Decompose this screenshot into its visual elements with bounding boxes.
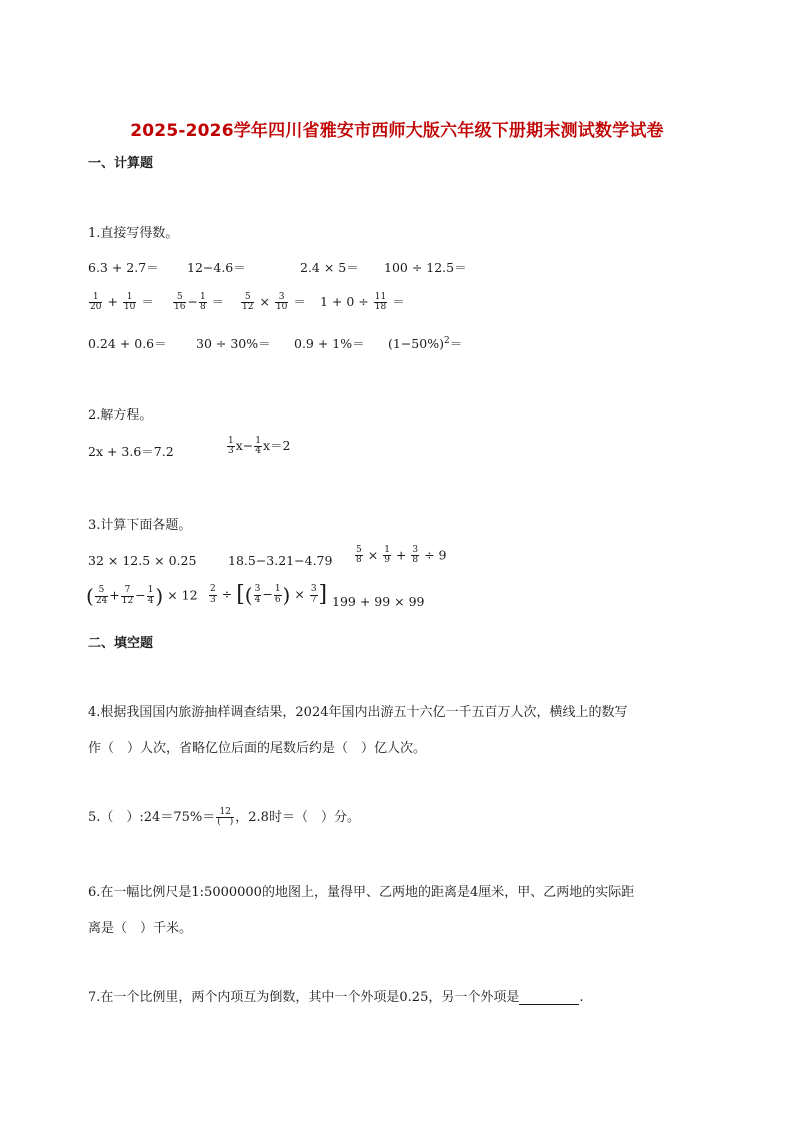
- q3-label: 3.计算下面各题。: [88, 518, 192, 533]
- q1-fraction-item: $\frac{5}{16}$ − $\frac{1}{8}$ ＝: [174, 291, 225, 312]
- section-calculation-heading: 一、计算题: [88, 156, 154, 171]
- fraction: $\frac{1}{8}$: [199, 291, 206, 312]
- exam-title: 2025-2026学年四川省雅安市西师大版六年级下册期末测试数学试卷: [130, 121, 664, 141]
- q1-item: 0.9 + 1%＝: [294, 336, 365, 351]
- q1-fraction-item: $\frac{1}{20}$ + $\frac{1}{10}$ ＝: [90, 291, 154, 312]
- q1-item: 6.3 + 2.7＝: [88, 260, 159, 275]
- fraction: $\frac{5}{16}$: [174, 291, 186, 312]
- q3-expression: $\frac{5}{8}$ × $\frac{1}{9}$ + $\frac{3}{8}$ ÷ 9: [356, 545, 447, 566]
- fraction: $\frac{1}{3}$: [228, 435, 234, 456]
- fraction: $\frac{1}{6}$: [274, 584, 281, 605]
- q6-text-line: 离是（ ）千米。: [88, 921, 193, 936]
- q6-text-line: 6.在一幅比例尺是1:5000000的地图上，量得甲、乙两地的距离是4厘米，甲、乙两地的实际距: [88, 885, 635, 900]
- fraction: $\frac{1}{4}$: [147, 585, 154, 606]
- fraction: $\frac{2}{3}$: [210, 584, 216, 605]
- q1-fraction-item: $\frac{5}{12}$ × $\frac{3}{10}$ ＝: [242, 291, 306, 312]
- q3-expression: $\frac{2}{3}$ ÷ [( $\frac{3}{4}$ − $\frac{1}{6}$ ) × $\frac{3}{7}$ ]: [210, 582, 328, 607]
- q3-expression: 18.5−3.21−4.79: [228, 553, 333, 568]
- q2-equation: 2x + 3.6＝7.2: [88, 444, 174, 459]
- fraction: $\frac{1}{9}$: [384, 545, 390, 566]
- fraction: $\frac{11}{18}$: [374, 291, 387, 312]
- q3-expression: ( $\frac{5}{24}$ + $\frac{7}{12}$ − $\frac{1}{4}$ ) × 12: [86, 584, 198, 608]
- fraction: $\frac{5}{8}$: [356, 545, 362, 566]
- q1-item: 2.4 × 5＝: [300, 260, 359, 275]
- fraction: $\frac{12}{( )}$: [217, 806, 234, 827]
- q1-fraction-item: 1 + 0 ÷ $\frac{11}{18}$ ＝: [320, 291, 405, 312]
- q7-text: 7.在一个比例里，两个内项互为倒数，其中一个外项是0.25，另一个外项是 .: [88, 990, 584, 1005]
- q1-item: 30 ÷ 30%＝: [196, 336, 271, 351]
- fraction: $\frac{3}{4}$: [254, 584, 261, 605]
- q2-label: 2.解方程。: [88, 408, 153, 423]
- q2-equation: $\frac{1}{3}$ x− $\frac{1}{4}$ x＝2: [228, 435, 291, 456]
- fraction: $\frac{3}{7}$: [310, 584, 317, 605]
- fraction: $\frac{3}{8}$: [412, 545, 419, 566]
- q3-expression: 199 + 99 × 99: [332, 594, 425, 609]
- q1-item: 12−4.6＝: [187, 260, 246, 275]
- fraction: $\frac{1}{10}$: [123, 291, 136, 312]
- answer-blank[interactable]: [519, 991, 579, 1005]
- section-fill-in-heading: 二、填空题: [88, 636, 154, 651]
- q5-text: 5.（ ）:24＝75%＝ $\frac{12}{( )}$ ，2.8时＝（ ）分。: [88, 806, 360, 827]
- fraction: $\frac{1}{20}$: [90, 291, 102, 312]
- q3-expression: 32 × 12.5 × 0.25: [88, 553, 197, 568]
- fraction: $\frac{5}{24}$: [95, 585, 108, 606]
- fraction: $\frac{3}{10}$: [275, 291, 288, 312]
- fraction: $\frac{7}{12}$: [121, 585, 134, 606]
- fraction: $\frac{5}{12}$: [242, 291, 254, 312]
- q1-label: 1.直接写得数。: [88, 226, 179, 241]
- fraction: $\frac{1}{4}$: [255, 435, 261, 456]
- q4-text-line: 作（ ）人次，省略亿位后面的尾数后约是（ ）亿人次。: [88, 741, 427, 756]
- q1-item: 0.24 + 0.6＝: [88, 336, 167, 351]
- q1-item: $(1-50\%)^2=$: [388, 335, 463, 351]
- q1-item: 100 ÷ 12.5＝: [384, 260, 467, 275]
- q4-text-line: 4.根据我国国内旅游抽样调查结果，2024年国内出游五十六亿一千五百万人次，横线上的数写: [88, 705, 628, 720]
